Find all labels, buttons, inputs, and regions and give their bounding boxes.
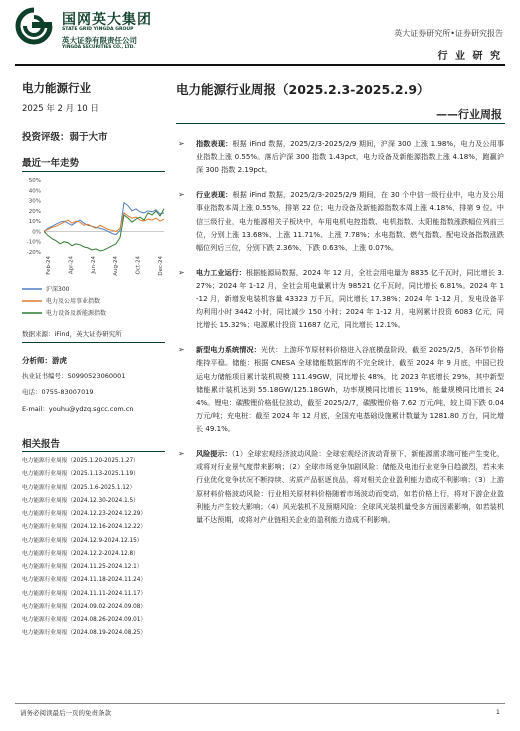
x-tick-label: Jun-24 <box>90 256 97 274</box>
paragraph-text: 根据 iFind 数据，2025/2/3-2025/2/9 期间，沪深 300 上涨 1.98%，电力及公用事业指数上涨 0.55%。落后沪深 300 指数 1.43pct，电力设备及新能源指数上涨 4.18%，跑赢沪深 300 指数 2.19pct。 <box>196 139 505 175</box>
y-tick-label: -10% <box>26 239 41 246</box>
disclaimer-note: 请务必阅读最后一页的免责条款 <box>20 709 111 717</box>
summary-paragraph <box>178 137 504 177</box>
company-name-en: YINGDA SECURITIES CO., LTD. <box>62 45 136 50</box>
y-tick-label: 10% <box>28 219 41 226</box>
logo-group-name-en: STATE GRID YINGDA GROUP <box>62 27 134 32</box>
y-tick-label: 30% <box>28 198 41 205</box>
paragraph-text: （1）全球宏观经济波动风险：全球宏观经济波动背景下，新能源需求端可能产生变化，或将对行业景气度带来影响；（2）全球市场竞争加剧风险：储能及电池行业竞争日趋激烈，若未来行业优化竞争状况不断持续、劣质产品驱逐良品，将对相关企业盈利能力造成不利影响；（3）上游原材料价格波动风险：行业相关原材料价格随着市场波动而变动，如若价格上行，将对下游企业盈利能力产生较大影响；（4）风光装机不及预期风险：全球风光装机量受多方面因素影响，如若装机量不达预期，或将对产业链相关企业的盈利能力造成不利影响。 <box>196 449 504 525</box>
x-tick-label: Oct-24 <box>135 256 142 275</box>
arrow-bullet-icon: ➢ <box>178 190 185 200</box>
logo-group-name: 国网英大集团 <box>62 12 152 28</box>
related-report-link[interactable]: 电力能源行业周报（2024.12.16-2024.12.22） <box>22 524 147 531</box>
x-tick-label: Feb-24 <box>46 256 52 275</box>
summary-paragraph <box>178 266 504 332</box>
paragraph-text: 根据能源局数据，2024 年 12 月，全社会用电量为 8835 亿千瓦时，同比增长 3.27%；2024 年 1-12 月，全社会用电量累计为 98521 亿千瓦时，同比增长 6.81%。2024 年 1-12 月，新增发电装机容量 43323 万千瓦，同比增长 17.38%；2024 年 1-12 月，发电设备平均利用小时 3442 小时，同比减少 150 小时；2024 年 1-12 月，电网累计投资 6083 亿元，同比增长 15.32%；电源累计投资 11687 亿元，同比增长 12.1%。 <box>196 267 505 330</box>
related-report-link[interactable]: 电力能源行业周报（2024.12.23-2024.12.29） <box>22 511 147 517</box>
y-tick-label: 50% <box>28 178 41 184</box>
summary-section <box>178 137 504 538</box>
legend-label: 电力设备及新能源指数 <box>46 310 107 318</box>
paragraph-label: 新型电力系统情况： <box>196 345 261 355</box>
paragraph-label: 电力工业运行： <box>196 267 246 277</box>
legend-label: 电力及公用事业指数 <box>46 298 101 306</box>
analyst-email: E-mail：youhu@ydzq.sgcc.com.cn <box>22 405 134 413</box>
arrow-bullet-icon: ➢ <box>178 449 185 459</box>
y-tick-label: 0% <box>32 229 41 236</box>
header-divider <box>15 64 505 66</box>
summary-paragraph <box>178 343 504 435</box>
arrow-bullet-icon: ➢ <box>178 139 185 148</box>
related-report-link[interactable]: 电力能源行业周报（2025.1.13-2025.1.19） <box>22 471 139 478</box>
y-tick-label: 20% <box>28 208 41 215</box>
x-tick-label: Dec-24 <box>158 256 164 276</box>
divider <box>22 171 165 172</box>
paragraph-label: 风险提示： <box>196 449 232 459</box>
related-report-link[interactable]: 电力能源行业周报（2024.12.9-2024.12.15） <box>22 537 143 544</box>
series-line <box>44 203 164 235</box>
related-report-link[interactable]: 电力能源行业周报（2025.1.6-2025.1.12） <box>22 484 136 491</box>
report-date: 2025 年 2 月 10 日 <box>22 104 99 114</box>
trend-title: 最近一年走势 <box>22 158 80 169</box>
paragraph-text: 光伏：上游环节原材料价格进入谷底横盘阶段，截至 2025/2/5，各环节价格维持平稳。储能：根据 CNESA 全球储能数据库的不完全统计，截至 2024 年 9 月底，中国已投运电力储能项目累计装机规模 111.49GW，同比增长 48%，比 2023 年底增长 29%，其中新型储能累计装机达到 55.18GW/125.18GWh，功率规模同比增长 119%，能量规模同比增长 244%。锂电：碳酸锂价格低位波动，截至 2025/2/7，碳酸锂价格 7.62 万元/吨，较上周下跌 0.04 万元/吨；充电桩：截至 2024 年 12 月底，全国充电基础设施累计数量为 1281.80 万台，同比增长 49.1%。 <box>196 345 504 434</box>
paragraph-label: 指数表现： <box>196 139 233 148</box>
report-subtitle: ——行业周报 <box>436 108 502 121</box>
related-report-link[interactable]: 电力能源行业周报（2025.1.20-2025.1.27） <box>22 458 139 464</box>
trend-chart <box>20 174 170 326</box>
divider <box>22 342 165 343</box>
related-reports-list <box>22 455 172 641</box>
summary-paragraph <box>178 447 504 526</box>
company-name: 英大证券有限责任公司 <box>62 36 137 45</box>
analyst-phone: 电话：0755-83007019 <box>22 388 94 396</box>
analyst-cert: 执业证书编号：S0990523060001 <box>22 372 126 380</box>
related-report-link[interactable]: 电力能源行业周报（2024.08.26-2024.09.01） <box>22 617 147 623</box>
footer-divider <box>15 703 505 704</box>
arrow-bullet-icon: ➢ <box>178 267 185 277</box>
page-number: 1 <box>495 708 500 716</box>
y-tick-label: 40% <box>28 188 41 195</box>
research-dept: 英大证券研究所•证券研究报告 <box>394 29 503 38</box>
related-report-link[interactable]: 电力能源行业周报（2024.12.2-2024.12.8） <box>22 550 139 557</box>
analyst-name: 分析师：游虎 <box>22 356 67 365</box>
legend-label: 沪深300 <box>46 286 70 294</box>
arrow-bullet-icon: ➢ <box>178 345 185 355</box>
related-report-link[interactable]: 电力能源行业周报（2024.11.18-2024.11.24） <box>22 577 147 584</box>
related-report-link[interactable]: 电力能源行业周报（2024.11.11-2024.11.17） <box>22 590 147 597</box>
company-logo <box>12 7 56 45</box>
paragraph-text: 根据 iFind 数据，2025/2/3-2025/2/9 期间，在 30 个中信一级行业中，电力及公用事业指数本周上涨 0.55%，排第 22 位；电力设备及新能源指数本周上涨 4.18%，排第 9 位。中信三级行业，电力能源相关子板块中，车用电机电控指数、电机指数、太阳能指数涨跌幅位列前三位，分别上涨 13.68%、上涨 11.71%、上涨 7.78%；水电指数、燃气指数、配电设备指数涨跌幅位列后三位，分别下跌 2.36%、下跌 0.63%、上涨 0.07%。 <box>196 190 504 252</box>
report-type: 行 业 研 究 <box>437 51 502 62</box>
y-tick-label: -20% <box>26 250 41 256</box>
related-report-link[interactable]: 电力能源行业周报（2024.11.25-2024.12.1） <box>22 564 143 570</box>
investment-rating: 投资评级：弱于大市 <box>22 132 108 143</box>
summary-paragraph <box>178 188 504 254</box>
related-report-link[interactable]: 电力能源行业周报（2024.08.19-2024.08.25） <box>22 630 147 637</box>
paragraph-label: 行业表现： <box>196 190 233 200</box>
industry-name: 电力能源行业 <box>22 81 91 95</box>
title-divider <box>176 123 505 124</box>
related-report-link[interactable]: 电力能源行业周报（2024.09.02-2024.09.08） <box>22 603 147 610</box>
x-tick-label: Apr-24 <box>68 256 75 275</box>
x-tick-label: Aug-24 <box>113 256 120 276</box>
report-title: 电力能源行业周报（2025.2.3-2025.2.9） <box>176 82 430 97</box>
chart-source: 数据来源：iFind，英大证券研究所 <box>22 330 122 338</box>
related-reports-title: 相关报告 <box>22 439 61 450</box>
related-report-link[interactable]: 电力能源行业周报（2024.12.30-2024.1.5） <box>22 497 139 504</box>
divider <box>22 451 165 452</box>
